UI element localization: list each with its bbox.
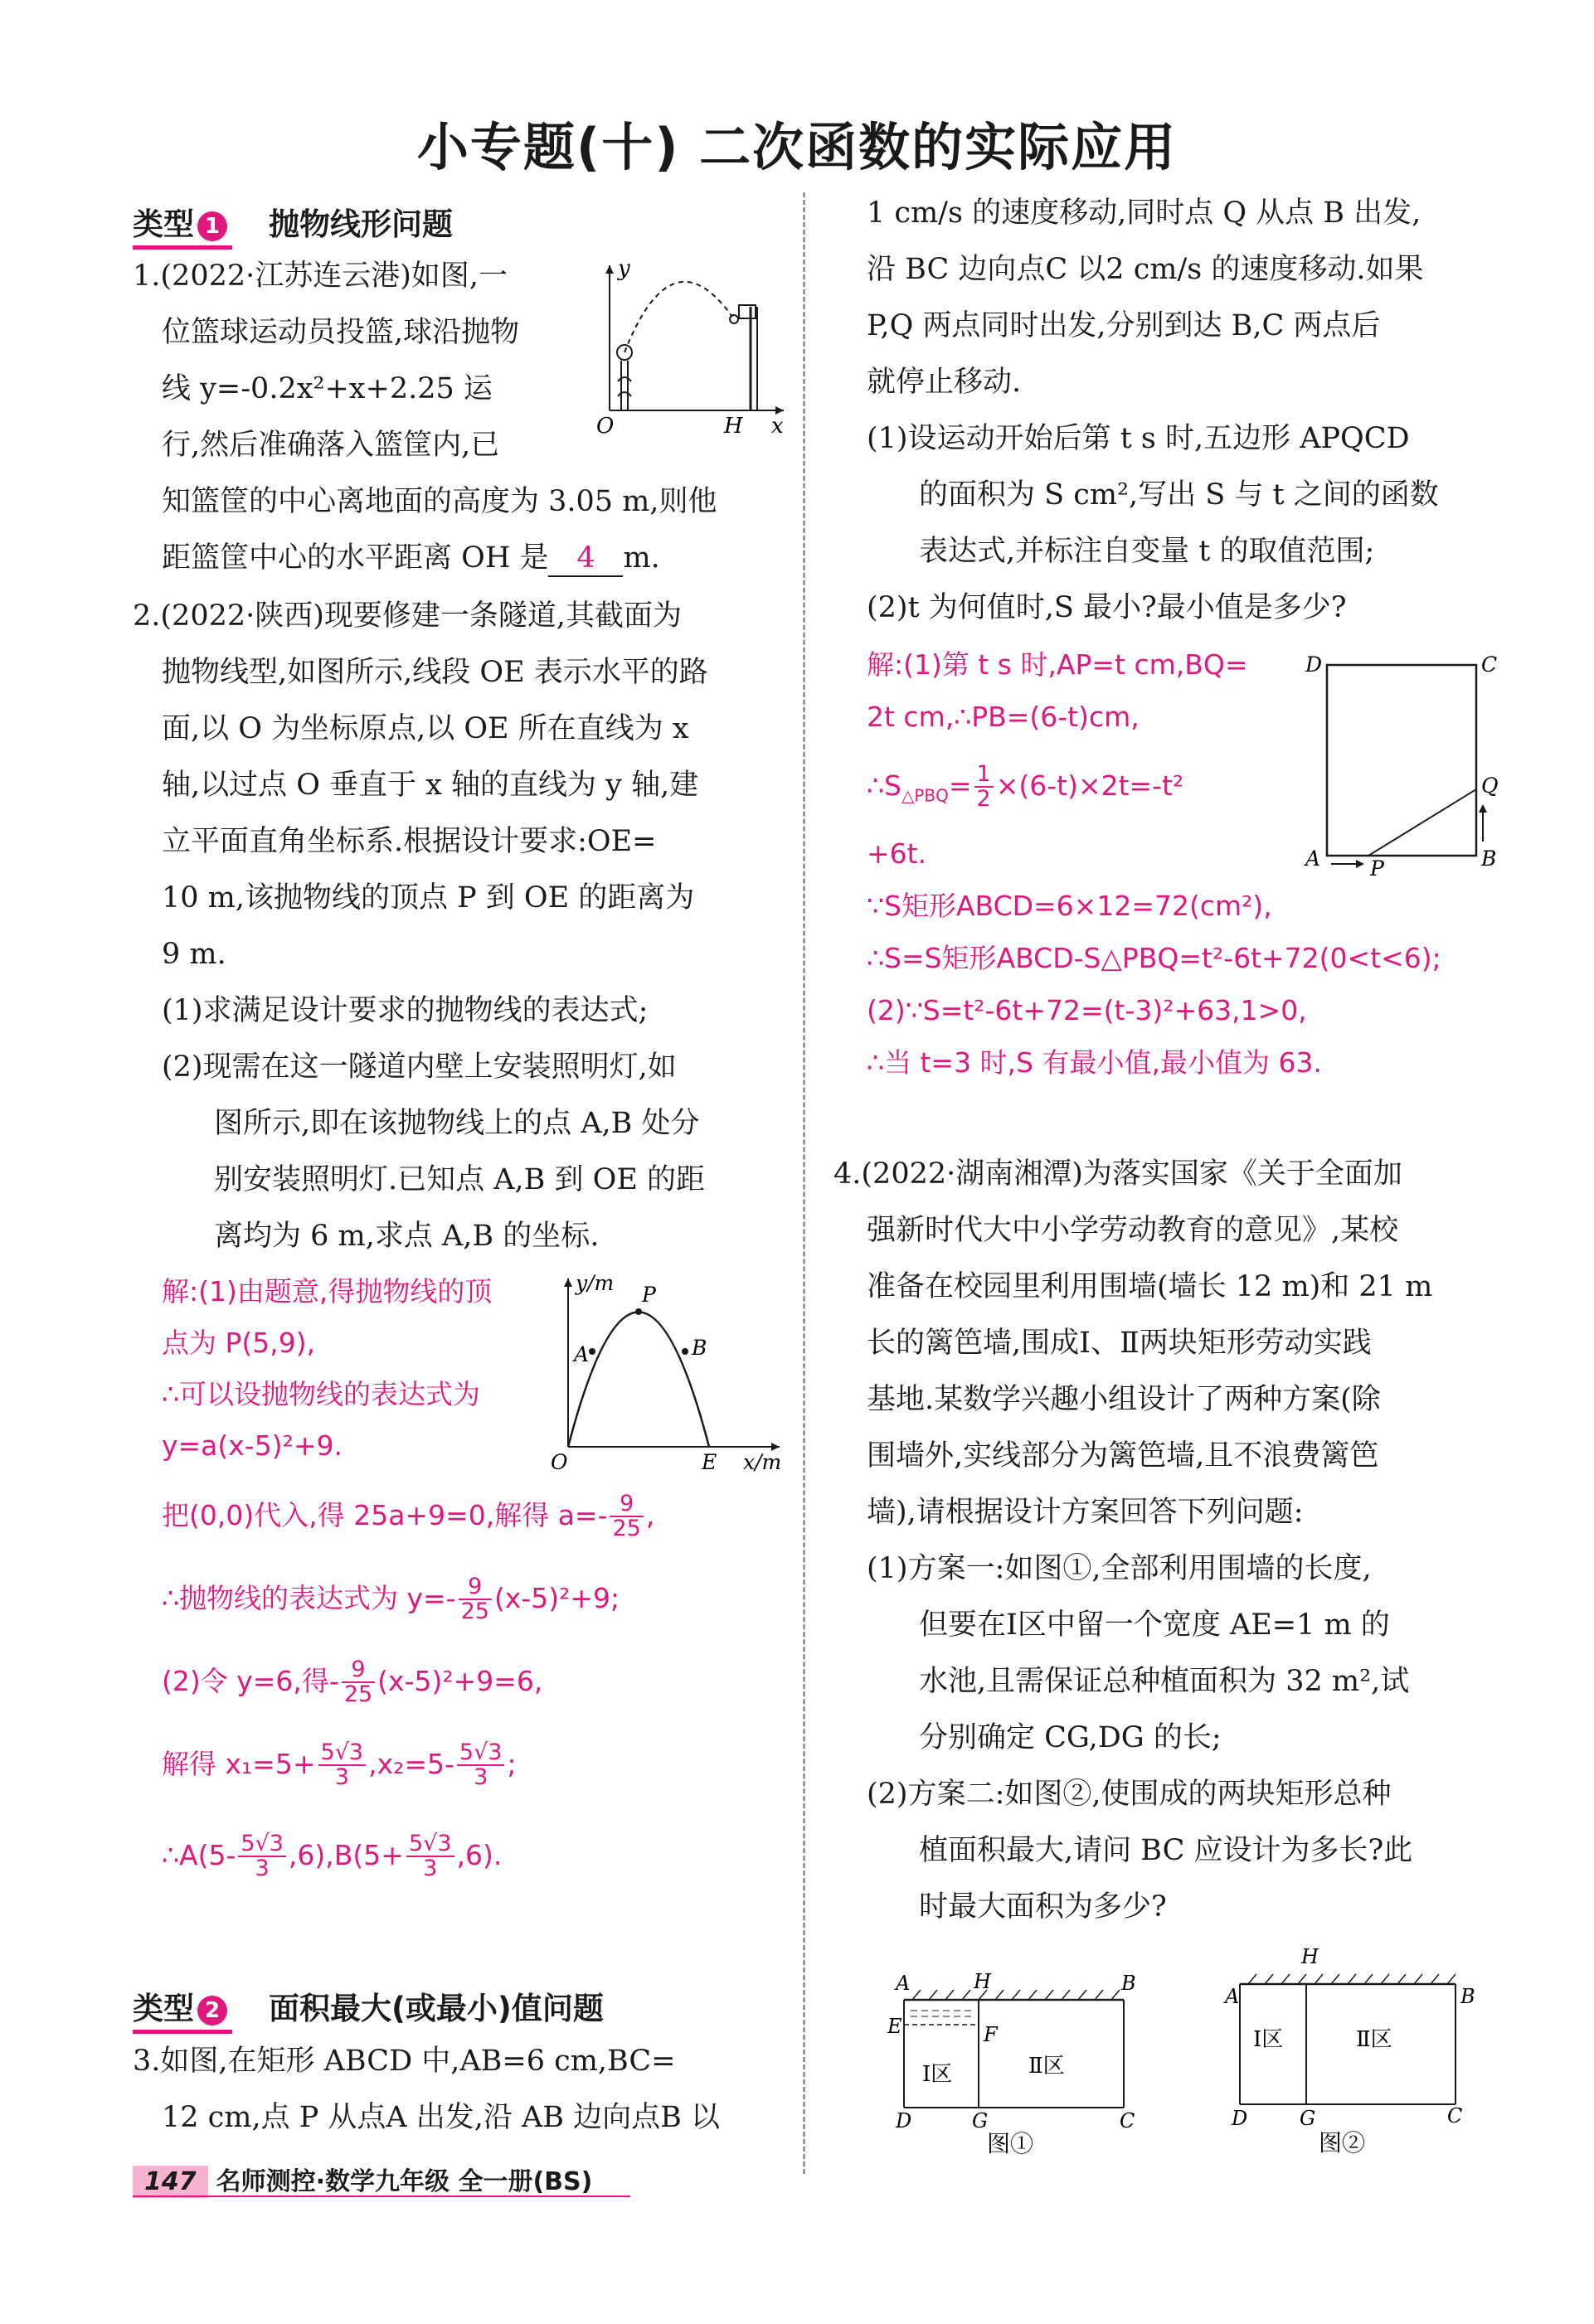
- q2-sol6-pre: ∴抛物线的表达式为 y=-: [162, 1581, 456, 1614]
- q3-part-1-line-2: 的面积为 S cm²,写出 S 与 t 之间的函数: [919, 478, 1439, 512]
- q1-last-pre: 距篮筐中心的水平距离 OH 是: [162, 541, 549, 575]
- q3-sol-line-2: 2t cm,∴PB=(6-t)cm,: [867, 701, 1140, 733]
- page-title: 小专题(十) 二次函数的实际应用: [416, 117, 1178, 177]
- q4-fig2-zone-1: Ⅰ区: [1253, 2027, 1284, 2052]
- q4-fig1-e-label: E: [887, 2015, 902, 2038]
- q3-right-line-1: 1 cm/s 的速度移动,同时点 Q 从点 B 出发,: [867, 196, 1421, 230]
- q2-line-2: 抛物线型,如图所示,线段 OE 表示水平的路: [162, 656, 708, 689]
- q4-fig2-c-label: C: [1447, 2104, 1463, 2128]
- q2-sol9-pre: ∴A(5-: [162, 1838, 236, 1871]
- q2-line-4: 轴,以过点 O 垂直于 x 轴的直线为 y 轴,建: [162, 769, 699, 802]
- q1-fig-y-label: y: [618, 257, 630, 281]
- q3-part-1-line-1: (1)设运动开始后第 t s 时,五边形 APQCD: [867, 422, 1410, 455]
- q2-sol-line-3: ∴可以设抛物线的表达式为: [162, 1378, 480, 1410]
- q4-fig1-zone-2: Ⅱ区: [1028, 2054, 1065, 2079]
- q2-sol7-fraction: [342, 1658, 375, 1707]
- q4-line-3: 准备在校园里利用围墙(墙长 12 m)和 21 m: [867, 1270, 1433, 1303]
- q2-line-1: 2.(2022·陕西)现要修建一条隧道,其截面为: [133, 599, 683, 633]
- section-2-tag: 类型: [133, 1991, 194, 2026]
- q1-line-2: 位篮球运动员投篮,球沿抛物: [162, 316, 520, 349]
- q1-line-1: 1.(2022·江苏连云港)如图,一: [133, 260, 508, 293]
- q4-fig2-g-label: G: [1300, 2107, 1316, 2130]
- q2-fig-p-label: P: [642, 1283, 656, 1307]
- q2-sol9-mid: ,6),B(5+: [288, 1838, 404, 1871]
- q1-fig-o-label: O: [596, 414, 615, 439]
- q4-fig2-a-label: A: [1225, 1985, 1240, 2008]
- q2-sol5-denominator: 25: [612, 1516, 641, 1542]
- q2-part-2-line-4: 离均为 6 m,求点 A,B 的坐标.: [214, 1220, 600, 1253]
- q4-part-1-line-2: 但要在Ⅰ区中留一个宽度 AE=1 m 的: [919, 1608, 1390, 1642]
- q1-fig-x-label: x: [771, 414, 784, 439]
- q4-line-7: 墙),请根据设计方案回答下列问题:: [867, 1496, 1304, 1529]
- section-1-tag: 类型: [133, 206, 194, 242]
- q4-fig1-b-label: B: [1121, 1972, 1136, 1995]
- q2-fig-e-label: E: [702, 1450, 717, 1474]
- q3-line-1: 3.如图,在矩形 ABCD 中,AB=6 cm,BC=: [133, 2045, 676, 2078]
- q3-right-line-2: 沿 BC 边向点C 以2 cm/s 的速度移动.如果: [867, 253, 1424, 286]
- q4-fig2-caption: 图②: [1319, 2129, 1366, 2156]
- q4-fig1-c-label: C: [1120, 2109, 1135, 2132]
- q2-sol9-denominator-1: 3: [255, 1856, 270, 1882]
- q1-line-4: 行,然后准确落入篮筐内,已: [162, 429, 500, 462]
- q4-fig1-a-label: A: [896, 1972, 911, 1995]
- q3-sol3-sub: △PBQ: [901, 785, 949, 806]
- q4-part-2-line-2: 植面积最大,请问 BC 应设计为多长?此: [919, 1834, 1413, 1867]
- q4-fig2-zone-2: Ⅱ区: [1356, 2027, 1392, 2052]
- q2-sol8-denominator-1: 3: [334, 1764, 349, 1791]
- q3-sol-line-3: [867, 763, 1183, 812]
- q4-fig2-h-label: H: [1301, 1945, 1319, 1968]
- q1-basketball-figure: [585, 257, 792, 439]
- page-number: 147: [133, 2166, 208, 2198]
- q2-sol9-numerator-2: 5√3: [406, 1832, 454, 1857]
- q2-sol-line-5: 把(0,0)代入,得 25a+9=0,解得 a=- $\frac{9}{25}$ ,: [162, 1491, 655, 1542]
- q1-line-6: [162, 541, 660, 577]
- q4-figure-2: [1223, 1938, 1497, 2156]
- q2-sol6-numerator: 9: [459, 1575, 492, 1600]
- q2-sol-line-8: 解得 x₁=5+ $\frac{5√3}{3}$ ,x₂=5- $\frac{5√3}{3}$ ;: [162, 1739, 517, 1791]
- q4-line-2: 强新时代大中小学劳动教育的意见》,某校: [867, 1214, 1399, 1247]
- q2-sol7-denominator: 25: [343, 1681, 373, 1708]
- q4-line-5: 基地.某数学兴趣小组设计了两种方案(除: [867, 1383, 1381, 1416]
- q3-sol-line-6: ∴S=S矩形ABCD-S△PBQ=t²-6t+72(0<t<6);: [867, 942, 1441, 974]
- q3-sol-line-5: ∵S矩形ABCD=6×12=72(cm²),: [867, 890, 1272, 922]
- section-1-number: 1: [197, 211, 227, 241]
- q4-line-1: 4.(2022·湖南湘潭)为落实国家《关于全面加: [833, 1157, 1402, 1191]
- q2-tunnel-figure: [531, 1269, 796, 1476]
- q2-sol-line-2: 点为 P(5,9),: [162, 1327, 316, 1359]
- q4-fig2-d-label: D: [1232, 2107, 1248, 2130]
- q2-sol9-post: ,6).: [456, 1838, 503, 1871]
- q1-fig-h-label: H: [724, 414, 743, 439]
- q2-part-1: (1)求满足设计要求的抛物线的表达式;: [162, 994, 649, 1027]
- section-2-header: [133, 1983, 604, 2034]
- q3-sol-line-4: +6t.: [867, 837, 927, 870]
- q2-part-2-line-2: 图所示,即在该抛物线上的点 A,B 处分: [214, 1107, 700, 1140]
- q2-sol-line-4: y=a(x-5)²+9.: [162, 1429, 343, 1462]
- q2-fig-y-label: y/m: [576, 1271, 615, 1295]
- q3-sol3-denominator: 2: [976, 786, 991, 813]
- q3-rectangle-figure: [1294, 647, 1501, 879]
- q4-part-1-line-1: (1)方案一:如图①,全部利用围墙的长度,: [867, 1552, 1372, 1585]
- q3-right-line-4: 就停止移动.: [867, 366, 1022, 399]
- q2-part-2-line-1: (2)现需在这一隧道内壁上安装照明灯,如: [162, 1050, 677, 1084]
- q3-fig-d-label: D: [1305, 653, 1323, 677]
- q2-sol8-numerator-1: 5√3: [318, 1741, 367, 1766]
- q2-sol9-numerator-1: 5√3: [238, 1832, 286, 1857]
- q2-sol6-denominator: 25: [460, 1599, 489, 1625]
- q2-sol5-numerator: 9: [610, 1492, 643, 1517]
- q2-sol5-fraction: [610, 1492, 643, 1541]
- q3-sol-line-7: (2)∵S=t²-6t+72=(t-3)²+63,1>0,: [867, 994, 1307, 1026]
- q2-sol-line-6: [162, 1575, 620, 1624]
- q2-sol8-denominator-2: 3: [474, 1764, 488, 1791]
- q2-fig-a-label: A: [574, 1342, 590, 1366]
- q4-fig1-h-label: H: [974, 1970, 991, 1993]
- q2-fig-b-label: B: [692, 1336, 707, 1360]
- q2-sol8-pre: 解得 x₁=5+: [162, 1747, 316, 1780]
- q4-part-1-line-4: 分别确定 CG,DG 的长;: [919, 1721, 1222, 1754]
- q3-sol-line-1: 解:(1)第 t s 时,AP=t cm,BQ=: [867, 648, 1248, 681]
- q3-part-2: (2)t 为何值时,S 最小?最小值是多少?: [867, 591, 1347, 624]
- q2-fig-x-label: x/m: [743, 1450, 782, 1474]
- section-1-name: 抛物线形问题: [269, 206, 453, 242]
- q1-line-3: 线 y=-0.2x²+x+2.25 运: [162, 372, 493, 405]
- q4-line-4: 长的篱笆墙,围成Ⅰ、Ⅱ两块矩形劳动实践: [867, 1327, 1372, 1360]
- q2-sol6-post: (x-5)²+9;: [493, 1581, 620, 1614]
- footer-rule: [133, 2195, 630, 2197]
- section-2-name: 面积最大(或最小)值问题: [269, 1991, 604, 2026]
- book-title: 名师测控·数学九年级 全一册(BS): [216, 2167, 593, 2196]
- q1-answer-blank: 4: [548, 541, 623, 577]
- section-1-header: [133, 199, 453, 250]
- q2-sol7-post: (x-5)²+9=6,: [377, 1664, 543, 1697]
- q4-fig1-caption: 图①: [987, 2130, 1034, 2156]
- q4-fig2-b-label: B: [1460, 1985, 1475, 2008]
- column-divider: [803, 192, 805, 2174]
- q2-sol-line-9: [162, 1832, 502, 1881]
- q2-sol7-numerator: 9: [342, 1658, 375, 1683]
- q2-sol8-numerator-2: 5√3: [457, 1741, 505, 1766]
- q3-line-2: 12 cm,点 P 从点A 出发,沿 AB 边向点B 以: [162, 2101, 720, 2134]
- q4-part-2-line-3: 时最大面积为多少?: [919, 1890, 1167, 1924]
- q2-sol9-denominator-2: 3: [423, 1856, 438, 1882]
- q2-sol5-pre: 把(0,0)代入,得 25a+9=0,解得 a=-: [162, 1498, 608, 1531]
- q4-line-6: 围墙外,实线部分为篱笆墙,且不浪费篱笆: [867, 1439, 1379, 1473]
- q2-line-5: 立平面直角坐标系.根据设计要求:OE=: [162, 825, 657, 858]
- q4-fig1-d-label: D: [896, 2109, 912, 2132]
- q2-line-6: 10 m,该抛物线的顶点 P 到 OE 的距离为: [162, 881, 695, 915]
- q4-fig1-g-label: G: [972, 2109, 989, 2132]
- q3-fig-p-label: P: [1370, 856, 1384, 879]
- q2-part-2-line-3: 别安装照明灯.已知点 A,B 到 OE 的距: [214, 1163, 705, 1196]
- q3-sol-line-8: ∴当 t=3 时,S 有最小值,最小值为 63.: [867, 1046, 1322, 1079]
- q2-sol9-fraction-2: [406, 1832, 454, 1881]
- q2-sol6-fraction: [459, 1575, 492, 1624]
- q1-line-5: 知篮筐的中心离地面的高度为 3.05 m,则他: [162, 485, 717, 518]
- q4-part-1-line-3: 水池,且需保证总种植面积为 32 m²,试: [919, 1665, 1410, 1698]
- q4-fig1-f-label: F: [984, 2023, 998, 2046]
- q2-sol8-fraction-2: [457, 1741, 505, 1790]
- q3-sol3-numerator: 1: [974, 763, 994, 788]
- q3-part-1-line-3: 表达式,并标注自变量 t 的取值范围;: [919, 535, 1375, 568]
- q4-part-2-line-1: (2)方案二:如图②,使围成的两块矩形总种: [867, 1778, 1392, 1811]
- q2-fig-o-label: O: [551, 1450, 568, 1474]
- q2-sol8-mid: ,x₂=5-: [368, 1747, 454, 1780]
- page-footer: [133, 2161, 592, 2198]
- q3-fig-q-label: Q: [1481, 774, 1499, 798]
- q2-sol8-fraction-1: [318, 1741, 367, 1790]
- q3-sol3-pre: ∴S: [867, 769, 901, 802]
- q3-right-line-3: P,Q 两点同时出发,分别到达 B,C 两点后: [867, 309, 1381, 342]
- q1-last-post: m.: [623, 541, 660, 575]
- q2-sol7-pre: (2)令 y=6,得-: [162, 1664, 339, 1697]
- q4-figure-1: [879, 1965, 1153, 2156]
- q3-sol3-mid: =: [948, 769, 972, 802]
- q2-sol9-fraction-1: [238, 1832, 286, 1881]
- q2-sol-line-7: [162, 1658, 542, 1707]
- q3-sol3-fraction: [974, 763, 994, 812]
- q3-fig-c-label: C: [1481, 653, 1498, 677]
- q2-line-3: 面,以 O 为坐标原点,以 OE 所在直线为 x: [162, 712, 689, 745]
- q2-sol-line-1: 解:(1)由题意,得抛物线的顶: [162, 1275, 493, 1308]
- q3-fig-a-label: A: [1305, 847, 1321, 871]
- q2-line-7: 9 m.: [162, 938, 226, 971]
- q3-fig-b-label: B: [1481, 847, 1497, 871]
- section-2-number: 2: [197, 1996, 227, 2026]
- q3-sol3-post: ×(6-t)×2t=-t²: [995, 769, 1184, 802]
- q4-fig1-zone-1: Ⅰ区: [922, 2062, 953, 2087]
